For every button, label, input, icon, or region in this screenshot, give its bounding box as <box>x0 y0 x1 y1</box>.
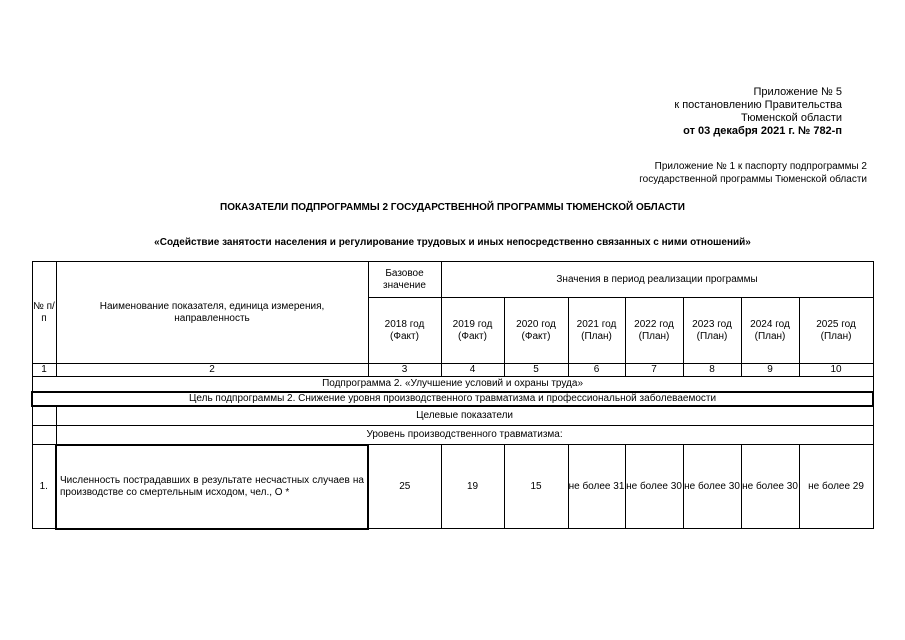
year-header-2022: 2022 год (План) <box>625 298 683 364</box>
header-row-1 <box>32 262 873 298</box>
index-cell: 4 <box>441 364 504 377</box>
goal-row <box>32 392 873 406</box>
index-cell: 7 <box>625 364 683 377</box>
level-row <box>32 426 873 445</box>
value-2025: не более 29 <box>799 445 873 529</box>
subheader-line-2: государственной программы Тюменской области <box>639 174 867 185</box>
empty-cell <box>32 406 56 426</box>
subheader-line-1: Приложение № 1 к паспорту подпрограммы 2 <box>654 161 867 172</box>
value-2023: не более 30 <box>683 445 741 529</box>
targets-cell: Целевые показатели <box>56 406 873 426</box>
index-cell: 1 <box>32 364 56 377</box>
header-line-3: Тюменской области <box>740 112 842 124</box>
col-name-header: Наименование показателя, единица измерения, направленность <box>56 262 368 364</box>
header-line-2: к постановлению Правительства <box>674 99 842 111</box>
col-period-header: Значения в период реализации программы <box>441 262 873 298</box>
year-header-2018: 2018 год (Факт) <box>368 298 441 364</box>
index-cell: 3 <box>368 364 441 377</box>
year-header-2023: 2023 год (План) <box>683 298 741 364</box>
targets-row <box>32 406 873 426</box>
data-row <box>32 445 873 529</box>
document-header <box>674 86 842 138</box>
year-header-2025: 2025 год (План) <box>799 298 873 364</box>
value-2022: не более 30 <box>625 445 683 529</box>
document-subheader <box>639 160 867 186</box>
level-cell: Уровень производственного травматизма: <box>56 426 873 445</box>
value-2018: 25 <box>368 445 441 529</box>
index-cell: 10 <box>799 364 873 377</box>
year-header-2024: 2024 год (План) <box>741 298 799 364</box>
document-title: ПОКАЗАТЕЛИ ПОДПРОГРАММЫ 2 ГОСУДАРСТВЕННОЙ ПРОГРАММЫ ТЮМЕНСКОЙ ОБЛАСТИ <box>220 202 685 213</box>
index-cell: 5 <box>504 364 568 377</box>
goal-cell: Цель подпрограммы 2. Снижение уровня производственного травматизма и профессиональной заболеваемости <box>32 392 873 406</box>
document-subtitle: «Содействие занятости населения и регулирование трудовых и иных непосредственно связанных с ними отношений» <box>154 237 751 248</box>
index-cell: 2 <box>56 364 368 377</box>
index-cell: 6 <box>568 364 625 377</box>
indicator-name: Численность пострадавших в результате несчастных случаев на производстве со смертельным исходом, чел., О * <box>56 445 368 529</box>
year-header-2021: 2021 год (План) <box>568 298 625 364</box>
year-header-2020: 2020 год (Факт) <box>504 298 568 364</box>
subprogram-row <box>32 377 873 392</box>
row-number: 1. <box>32 445 56 529</box>
header-line-4: от 03 декабря 2021 г. № 782-п <box>683 125 842 137</box>
index-cell: 8 <box>683 364 741 377</box>
indicators-table <box>31 261 874 530</box>
subprogram-cell: Подпрограмма 2. «Улучшение условий и охраны труда» <box>32 377 873 392</box>
col-base-header: Базовое значение <box>368 262 441 298</box>
value-2021: не более 31 <box>568 445 625 529</box>
index-cell: 9 <box>741 364 799 377</box>
year-header-2019: 2019 год (Факт) <box>441 298 504 364</box>
index-row <box>32 364 873 377</box>
empty-cell <box>32 426 56 445</box>
value-2020: 15 <box>504 445 568 529</box>
header-line-1: Приложение № 5 <box>753 86 842 98</box>
col-num-header: № п/п <box>32 262 56 364</box>
value-2019: 19 <box>441 445 504 529</box>
value-2024: не более 30 <box>741 445 799 529</box>
